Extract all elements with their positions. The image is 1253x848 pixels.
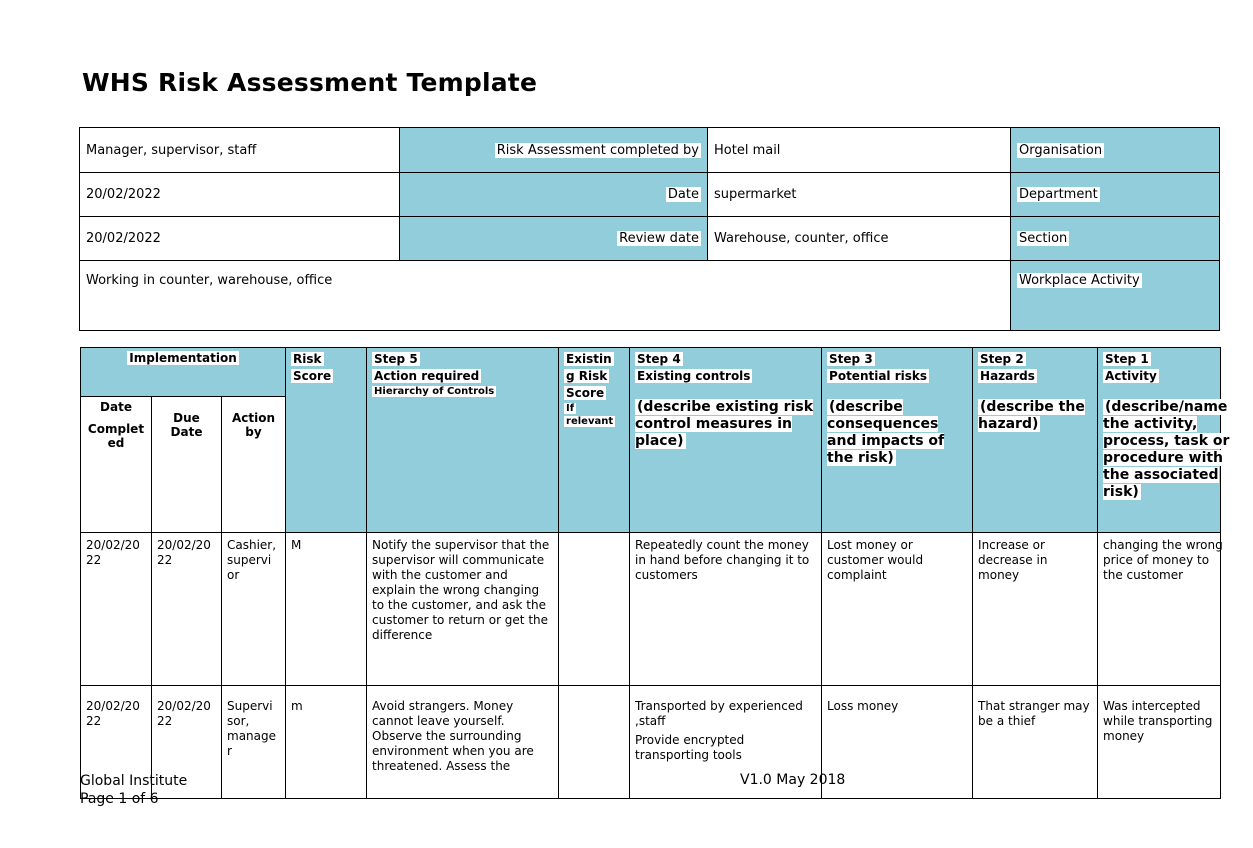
activity-cell: Was intercepted while transporting money bbox=[1098, 686, 1221, 799]
table-row bbox=[81, 533, 1221, 686]
existing-risk-score-cell bbox=[559, 533, 630, 686]
potential-risks-cell: Loss money bbox=[822, 686, 973, 799]
action-by-header: Action by bbox=[222, 397, 286, 533]
existing-controls-cell: Transported by experienced ,staff Provide encrypted transporting tools bbox=[630, 686, 822, 799]
section-label: Section bbox=[1011, 217, 1220, 261]
date-value: supermarket bbox=[708, 173, 1011, 217]
review-date-label: Review date bbox=[400, 217, 708, 261]
assessment-info-table bbox=[79, 127, 1220, 331]
organisation-label: Organisation bbox=[1011, 128, 1220, 173]
risk-score-cell: M bbox=[286, 533, 367, 686]
risk-assessment-table bbox=[80, 347, 1230, 799]
step2-header: Step 2 Hazards (describe the hazard) bbox=[973, 348, 1098, 533]
date-label: Date bbox=[400, 173, 708, 217]
date-completed-header: Date Complet ed bbox=[81, 397, 152, 533]
existing-risk-score-header: Existin g Risk Score If relevant bbox=[559, 348, 630, 533]
due-date-cell: 20/02/20 22 bbox=[152, 686, 222, 799]
info-row bbox=[80, 217, 1220, 261]
action-by-cell: Cashier, supervi or bbox=[222, 533, 286, 686]
workplace-activity-value: Working in counter, warehouse, office bbox=[80, 261, 1011, 331]
implementation-header: Implementation bbox=[81, 348, 286, 397]
footer-left bbox=[80, 772, 187, 808]
potential-risks-cell: Lost money or customer would complaint bbox=[822, 533, 973, 686]
department-label: Department bbox=[1011, 173, 1220, 217]
action-by-cell: Supervi sor, manage r bbox=[222, 686, 286, 799]
date-completed-cell: 20/02/20 22 bbox=[81, 686, 152, 799]
completed-by-label: Risk Assessment completed by bbox=[400, 128, 708, 173]
step1-header: Step 1 Activity (describe/name the activity, process, task or procedure with the associated risk) bbox=[1098, 348, 1221, 533]
review-date-value: Warehouse, counter, office bbox=[708, 217, 1011, 261]
action-required-cell: Avoid strangers. Money cannot leave yourself. Observe the surrounding environment when you are threatened. Assess the bbox=[367, 686, 559, 799]
existing-risk-score-cell bbox=[559, 686, 630, 799]
workplace-activity-label: Workplace Activity bbox=[1011, 261, 1220, 331]
hazards-cell: That stranger may be a thief bbox=[973, 686, 1098, 799]
date-completed-cell: 20/02/20 22 bbox=[81, 533, 152, 686]
review-date: 20/02/2022 bbox=[80, 217, 400, 261]
footer-version: V1.0 May 2018 bbox=[740, 772, 846, 788]
risk-score-header: Risk Score bbox=[286, 348, 367, 533]
risk-score-cell: m bbox=[286, 686, 367, 799]
step3-header: Step 3 Potential risks (describe consequences and impacts of the risk) bbox=[822, 348, 973, 533]
step5-header: Step 5 Action required Hierarchy of Controls bbox=[367, 348, 559, 533]
activity-cell: changing the wrong price of money to the customer bbox=[1098, 533, 1221, 686]
footer-page-number: Page 1 of 6 bbox=[80, 791, 159, 807]
due-date-cell: 20/02/20 22 bbox=[152, 533, 222, 686]
assessor-names: Manager, supervisor, staff bbox=[80, 128, 400, 173]
action-required-cell: Notify the supervisor that the supervisor will communicate with the customer and explain the wrong changing to the customer, and ask the customer to return or get the difference bbox=[367, 533, 559, 686]
completed-by-value: Hotel mail bbox=[708, 128, 1011, 173]
document-title: WHS Risk Assessment Template bbox=[82, 68, 538, 97]
info-row bbox=[80, 261, 1220, 331]
assessment-date: 20/02/2022 bbox=[80, 173, 400, 217]
table-row bbox=[81, 686, 1221, 799]
info-row bbox=[80, 173, 1220, 217]
footer-organisation: Global Institute bbox=[80, 773, 188, 789]
hazards-cell: Increase or decrease in money bbox=[973, 533, 1098, 686]
info-row bbox=[80, 128, 1220, 173]
due-date-header: Due Date bbox=[152, 397, 222, 533]
step4-header: Step 4 Existing controls (describe existing risk control measures in place) bbox=[630, 348, 822, 533]
existing-controls-cell: Repeatedly count the money in hand before changing it to customers bbox=[630, 533, 822, 686]
